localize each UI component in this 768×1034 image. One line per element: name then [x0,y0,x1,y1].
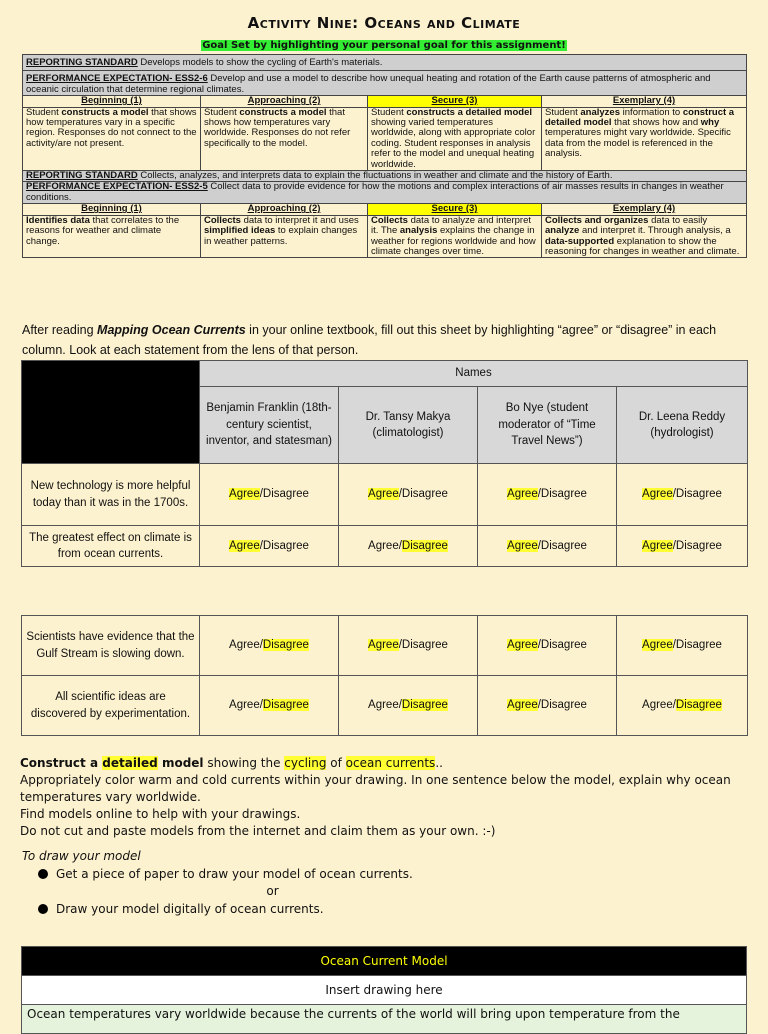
disagree-option[interactable]: Disagree [675,488,722,501]
level-beginning: Beginning (1) [23,204,201,215]
blank-header-cell [22,361,200,464]
agree-disagree-cell[interactable]: Agree/Disagree [617,464,748,526]
bullet-icon [38,869,48,879]
goal-instruction: Goal Set by highlighting your personal goal for this assignment! [202,40,566,51]
bullet-icon [38,904,48,914]
agree-disagree-cell[interactable]: Agree/Disagree [478,464,617,526]
person-header: Bo Nye (student moderator of “Time Travel News”) [478,387,617,464]
disagree-option[interactable]: Disagree [540,539,587,552]
rubric-cell: Student constructs a detailed model showing varied temperatures worldwide, along with appropriate color coding. Student responses in analysis refer to the model and unequal heating worldwide. [368,107,542,170]
disagree-option[interactable]: Disagree [262,639,309,652]
agree-option[interactable]: Agree [368,639,399,652]
agree-disagree-cell[interactable]: Agree/Disagree [617,526,748,567]
explanation-answer[interactable]: Ocean temperatures vary worldwide because the currents of the world will bring upon temperature from the [22,1005,747,1034]
disagree-option[interactable]: Disagree [401,639,448,652]
rubric-cell: Student constructs a model that shows how temperatures vary worldwide. Responses do not refer specifically to the model. [201,107,368,170]
names-header: Names [200,361,748,387]
agree-disagree-cell[interactable]: Agree/Disagree [200,526,339,567]
rubric-cell: Identifies data that correlates to the reasons for weather and climate change. [23,215,201,258]
disagree-option[interactable]: Disagree [540,488,587,501]
rubric-levels-2 [23,204,747,215]
agree-option[interactable]: Agree [642,639,673,652]
reporting-standard-2: REPORTING STANDARD Collects, analyzes, and interprets data to explain the fluctuations in weather and climate and the history of Earth. [23,171,747,182]
agree-option[interactable]: Agree [368,488,399,501]
rubric-cell: Student constructs a model that shows how temperatures vary in a specific region. Responses do not connect to the activity/are not present. [23,107,201,170]
disagree-option[interactable]: Disagree [401,488,448,501]
page-title: Activity Nine: Oceans and Climate [247,14,521,32]
rubric-levels-1 [23,96,747,107]
perspective-table-2 [21,615,748,736]
agree-option[interactable]: Agree [507,699,538,712]
agree-disagree-cell[interactable]: Agree/Disagree [339,526,478,567]
agree-disagree-cell[interactable]: Agree/Disagree [339,464,478,526]
option-digital: Draw your model digitally of ocean currents. [38,902,324,916]
agree-disagree-cell[interactable]: Agree/Disagree [478,526,617,567]
statement-row [22,464,748,526]
statement-row [22,676,748,736]
statement-text: The greatest effect on climate is from ocean currents. [22,526,200,567]
rubric-cell: Student analyzes information to construct a detailed model that shows how and why temperatures might vary worldwide. Specific data from the model is referenced in the analysis. [542,107,747,170]
disagree-option[interactable]: Disagree [262,488,309,501]
agree-option[interactable]: Agree [507,488,538,501]
instructions-paragraph: After reading Mapping Ocean Currents in your online textbook, fill out this sheet by highlighting “agree” or “disagree” in each column. Look at each statement from the lens of that person. [22,323,717,357]
agree-disagree-cell[interactable]: Agree/Disagree [478,616,617,676]
performance-expectation-1: PERFORMANCE EXPECTATION- ESS2-6 Develop and use a model to describe how unequal heating and rotation of the Earth cause patterns of atmospheric and oceanic circulation that determine regional climates. [23,71,747,96]
agree-option[interactable]: Agree [642,699,673,712]
level-approaching: Approaching (2) [201,96,368,107]
rubric-cell: Collects data to interpret it and uses simplified ideas to explain changes in weather patterns. [201,215,368,258]
model-table-header: Ocean Current Model [22,947,747,976]
level-exemplary: Exemplary (4) [542,204,747,215]
disagree-option[interactable]: Disagree [401,539,448,552]
level-exemplary: Exemplary (4) [542,96,747,107]
agree-disagree-cell[interactable]: Agree/Disagree [200,676,339,736]
level-approaching: Approaching (2) [201,204,368,215]
disagree-option[interactable]: Disagree [675,699,722,712]
rubric-cell: Collects and organizes data to easily analyze and interpret it. Through analysis, a data-supported explanation to show the reasoning for changes in weather and climate. [542,215,747,258]
level-secure: Secure (3) [368,204,542,215]
disagree-option[interactable]: Disagree [675,539,722,552]
agree-option[interactable]: Agree [507,639,538,652]
statement-row [22,526,748,567]
agree-option[interactable]: Agree [229,639,260,652]
disagree-option[interactable]: Disagree [540,639,587,652]
disagree-option[interactable]: Disagree [401,699,448,712]
disagree-option[interactable]: Disagree [540,699,587,712]
option-paper: Get a piece of paper to draw your model of ocean currents. [38,867,413,881]
statement-text: New technology is more helpful today than it was in the 1700s. [22,464,200,526]
or-text: or [266,884,279,898]
agree-disagree-cell[interactable]: Agree/Disagree [339,676,478,736]
agree-option[interactable]: Agree [368,699,399,712]
rubric-table [22,54,747,258]
level-secure: Secure (3) [368,96,542,107]
disagree-option[interactable]: Disagree [262,699,309,712]
agree-option[interactable]: Agree [229,699,260,712]
agree-disagree-cell[interactable]: Agree/Disagree [200,464,339,526]
agree-disagree-cell[interactable]: Agree/Disagree [200,616,339,676]
statement-text: All scientific ideas are discovered by experimentation. [22,676,200,736]
agree-option[interactable]: Agree [229,488,260,501]
agree-disagree-cell[interactable]: Agree/Disagree [478,676,617,736]
agree-option[interactable]: Agree [507,539,538,552]
statement-row [22,616,748,676]
rubric-row-2 [23,215,747,258]
model-table [21,946,747,1034]
insert-drawing-area[interactable]: Insert drawing here [22,976,747,1005]
person-header: Benjamin Franklin (18th-century scientist, inventor, and statesman) [200,387,339,464]
agree-option[interactable]: Agree [642,539,673,552]
person-header: Dr. Leena Reddy (hydrologist) [617,387,748,464]
level-beginning: Beginning (1) [23,96,201,107]
statement-text: Scientists have evidence that the Gulf Stream is slowing down. [22,616,200,676]
agree-option[interactable]: Agree [368,539,399,552]
disagree-option[interactable]: Disagree [675,639,722,652]
agree-option[interactable]: Agree [642,488,673,501]
draw-model-heading: To draw your model [22,849,141,863]
reporting-standard-1: REPORTING STANDARD Develops models to show the cycling of Earth's materials. [23,55,747,71]
construct-instructions: Construct a detailed model showing the cycling of ocean currents.. Appropriately color warm and cold currents within your drawing. In one sentence below the model, explain why ocean temperatures vary worldwide. Find models online to help with your drawings. Do not cut and paste models from the internet and claim them as your own. :-) [20,756,731,838]
person-header: Dr. Tansy Makya (climatologist) [339,387,478,464]
agree-disagree-cell[interactable]: Agree/Disagree [339,616,478,676]
rubric-row-1 [23,107,747,170]
agree-disagree-cell[interactable]: Agree/Disagree [617,676,748,736]
agree-disagree-cell[interactable]: Agree/Disagree [617,616,748,676]
agree-option[interactable]: Agree [229,539,260,552]
rubric-cell: Collects data to analyze and interpret it. The analysis explains the change in weather for regions worldwide and how climate changes over time. [368,215,542,258]
performance-expectation-2: PERFORMANCE EXPECTATION- ESS2-5 Collect data to provide evidence for how the motions and complex interactions of air masses results in changes in weather conditions. [23,182,747,204]
perspective-table-1 [21,360,748,567]
disagree-option[interactable]: Disagree [262,539,309,552]
